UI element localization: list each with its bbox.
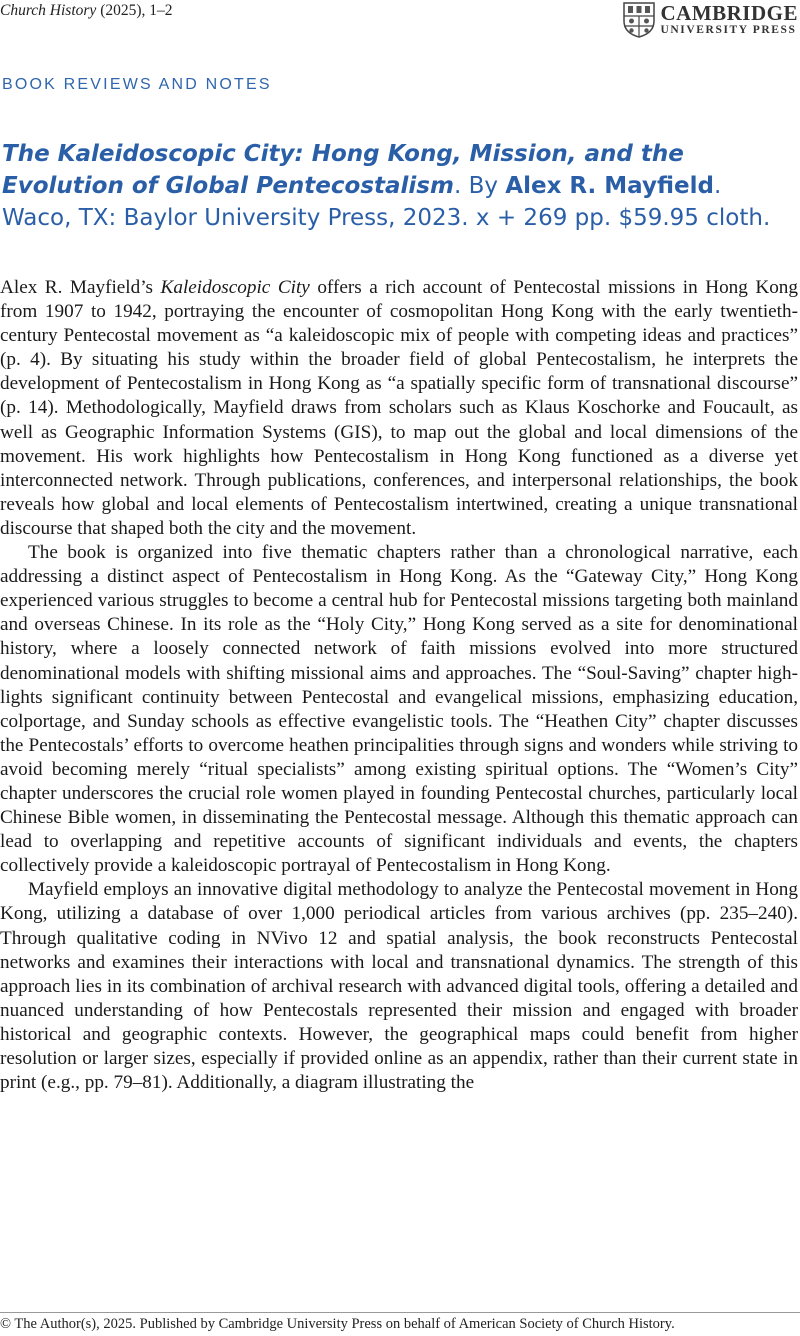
paragraph-1: Alex R. Mayfield’s Kaleidoscopic City offers a rich account of Pentecostal missions in Hong Kong from 1907 to 1942, portraying the encounter of cosmopolitan Hong Kong with the early twentieth-century Pentecostal movement as “a kaleidoscopic mix of people with competing ideas and practices” (p. 4). By situating his study within the broader field of global Pentecostalism, he interprets the development of Pentecostalism in Hong Kong as “a spatially specific form of transnational discourse” (p. 14). Methodologically, Mayfield draws from scholars such as Klaus Koschorke and Foucault, as well as Geographic Information Systems (GIS), to map out the global and local dimensions of the movement. His work highlights how Pentecostalism in Hong Kong functioned as a diverse yet interconnected network. Through publications, conferences, and interpersonal relationships, the book reveals how global and local elements of Pentecostalism intertwined, creating a unique transnational discourse that shaped both the city and the movement.: [0, 277, 798, 539]
review-body: [0, 276, 798, 1095]
cambridge-shield-icon: [623, 2, 655, 38]
publisher-subtitle: UNIVERSITY PRESS: [660, 24, 797, 36]
book-title-inline: Kaleidoscopic City: [160, 277, 310, 298]
review-citation: [2, 138, 780, 234]
paragraph-2: The book is organized into five thematic chapters rather than a chronological narrative, each addressing a distinct aspect of Pentecostalism in Hong Kong. As the “Gateway City,” Hong Kong experienced various struggles to become a central hub for Pentecostal missions targeting both mainland and overseas Chinese. In its role as the “Holy City,” Hong Kong served as a site for denominational history, where a loosely connected network of faith missions evolved into more structured denominational models with shifting missional aims and approaches. The “Soul-Saving” chapter highlights significant continuity between Pentecostal and evangelical missions, emphasizing education, colportage, and Sunday schools as effective evangelistic tools. The “Heathen City” chapter discusses the Pentecostals’ efforts to overcome heathen principalities through signs and wonders while striving to avoid becoming merely “ritual specialists” among existing spiritual options. The “Women’s City” chapter underscores the crucial role women played in founding Pentecostal churches, particularly local Chinese Bible women, in disseminating the Pentecostal message. Although this thematic approach can lead to overlapping and repetitive accounts of significant individuals and events, the chapters collectively provide a kaleidoscopic portrayal of Pentecostalism in Hong Kong.: [0, 542, 798, 877]
publisher-name: CAMBRIDGE: [660, 1, 798, 25]
section-heading: BOOK REVIEWS AND NOTES: [2, 76, 272, 93]
journal-volume-pages: (2025), 1–2: [96, 2, 173, 19]
publisher-logo[interactable]: [623, 2, 798, 38]
footer-divider: [0, 1312, 800, 1313]
publication-info: . Waco, TX: Baylor University Press, 2023. x + 269 pp. $59.95 cloth.: [2, 173, 771, 231]
paragraph-3: Mayfield employs an innovative digital methodology to analyze the Pentecostal movement in Hong Kong, utilizing a database of over 1,000 periodical articles from various archives (pp. 235–240). Through qualitative coding in NVivo 12 and spatial analysis, the book reconstructs Pentecostal networks and examines their interactions with local and transnational dynamics. The strength of this approach lies in its combination of archival research with advanced digital tools, offering a detailed and nuanced understanding of how Pentecostals represented their mission and engaged with broader historical and geographic contexts. However, the geographical maps could benefit from higher resolution or larger sizes, especially if provided online as an appendix, rather than their current state in print (e.g., pp. 79–81). Additionally, a diagram illustrating the: [0, 879, 798, 1094]
by-label: . By: [453, 173, 506, 199]
journal-name: Church History: [0, 2, 97, 19]
journal-citation: [0, 2, 173, 20]
book-author: Alex R. Mayfield: [505, 173, 714, 199]
copyright-footer: © The Author(s), 2025. Published by Cambridge University Press on behalf of American Society of Church History.: [0, 1316, 675, 1332]
book-title: The Kaleidoscopic City: Hong Kong, Mission, and the Evolution of Global Pentecostalism: [2, 141, 684, 199]
